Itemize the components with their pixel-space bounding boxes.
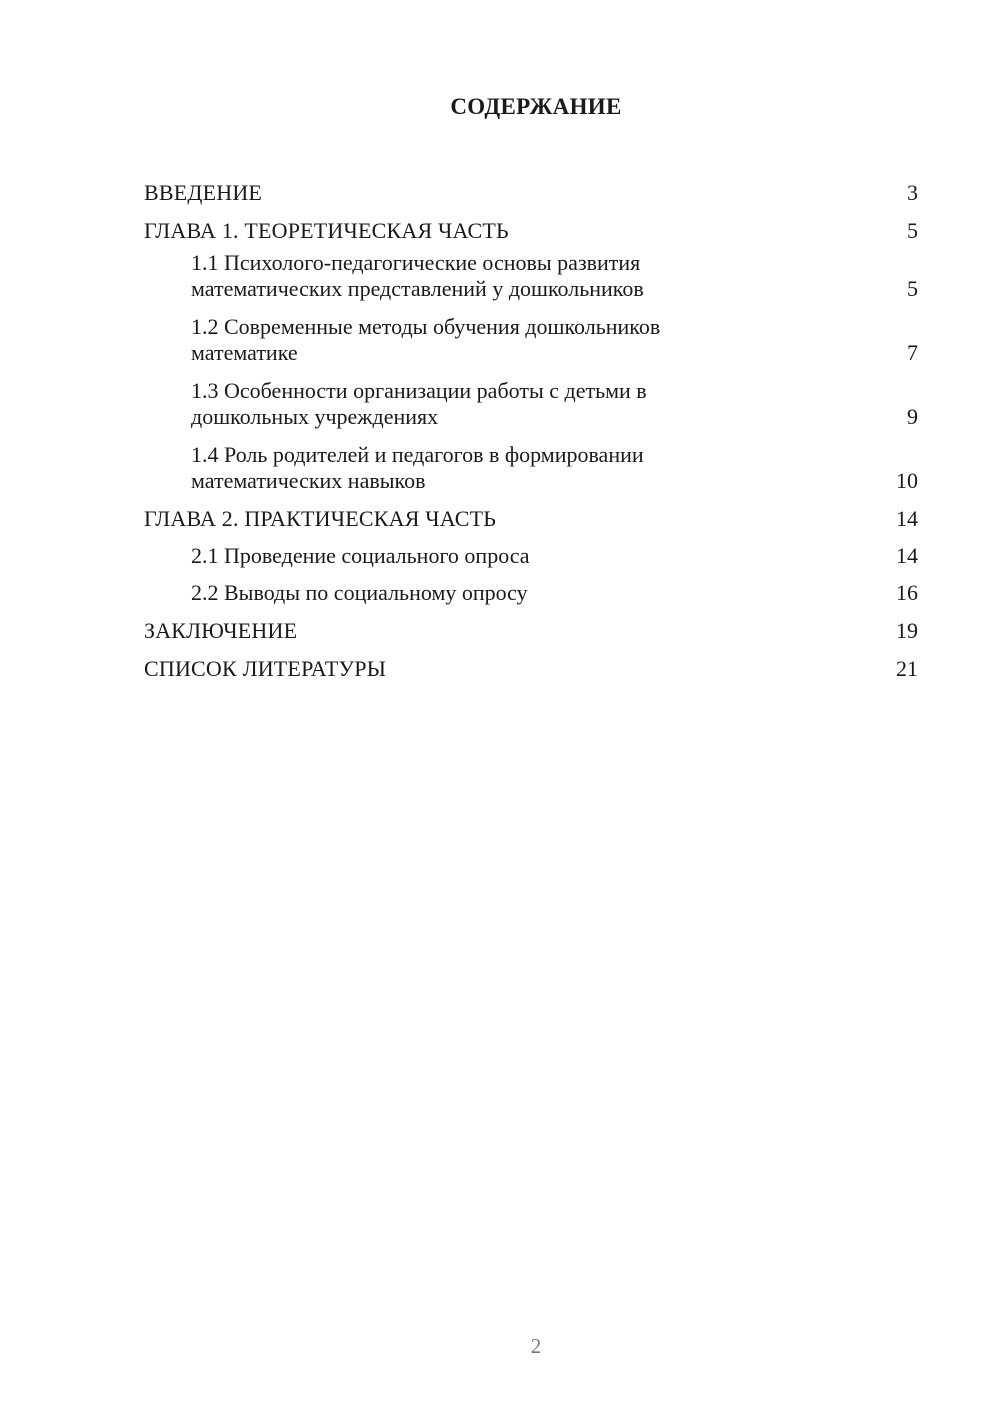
toc-entry-section-1-1[interactable] — [144, 248, 918, 302]
toc-entry-label: ГЛАВА 1. ТЕОРЕТИЧЕСКАЯ ЧАСТЬ — [144, 218, 509, 243]
toc-entry-label: СПИСОК ЛИТЕРАТУРЫ — [144, 656, 387, 681]
page-footer-number: 2 — [530, 1334, 542, 1358]
toc-entry-section-1-2[interactable] — [144, 312, 918, 366]
page-title: СОДЕРЖАНИЕ — [450, 94, 622, 119]
toc-entry-label: 1.3 Особенности организации работы с детьми в дошкольных учреждениях — [191, 378, 647, 429]
table-of-contents — [144, 168, 918, 682]
toc-entry-page-number: 19 — [896, 618, 918, 643]
toc-entry-label: 2.2 Выводы по социальному опросу — [191, 580, 528, 605]
toc-entry-label: 1.1 Психолого-педагогические основы развития математических представлений у дошкольников — [191, 250, 644, 301]
toc-entry-conclusion[interactable] — [144, 606, 918, 644]
toc-entry-label: 2.1 Проведение социального опроса — [191, 543, 530, 568]
toc-entry-chapter-2[interactable] — [144, 494, 918, 532]
toc-entry-label: ВВЕДЕНИЕ — [144, 180, 263, 205]
toc-entry-label: ЗАКЛЮЧЕНИЕ — [144, 618, 298, 643]
toc-entry-page-number: 9 — [907, 404, 918, 429]
toc-entry-section-2-1[interactable] — [144, 542, 918, 569]
toc-entry-page-number: 14 — [896, 506, 918, 531]
toc-entry-page-number: 5 — [907, 276, 918, 301]
toc-entry-page-number: 7 — [907, 340, 918, 365]
toc-entry-section-1-4[interactable] — [144, 440, 918, 494]
toc-entry-page-number: 14 — [896, 543, 918, 568]
toc-entry-section-1-3[interactable] — [144, 376, 918, 430]
toc-entry-page-number: 3 — [907, 180, 918, 205]
toc-entry-label: ГЛАВА 2. ПРАКТИЧЕСКАЯ ЧАСТЬ — [144, 506, 497, 531]
toc-entry-page-number: 16 — [896, 580, 918, 605]
toc-entry-page-number: 21 — [896, 656, 918, 681]
toc-entry-page-number: 5 — [907, 218, 918, 243]
toc-entry-introduction[interactable] — [144, 168, 918, 206]
toc-entry-bibliography[interactable] — [144, 644, 918, 682]
toc-entry-page-number: 10 — [896, 468, 918, 493]
toc-entry-label: 1.4 Роль родителей и педагогов в формировании математических навыков — [191, 442, 644, 493]
toc-entry-chapter-1[interactable] — [144, 206, 918, 244]
toc-entry-section-2-2[interactable] — [144, 579, 918, 606]
toc-entry-label: 1.2 Современные методы обучения дошкольников математике — [191, 314, 661, 365]
